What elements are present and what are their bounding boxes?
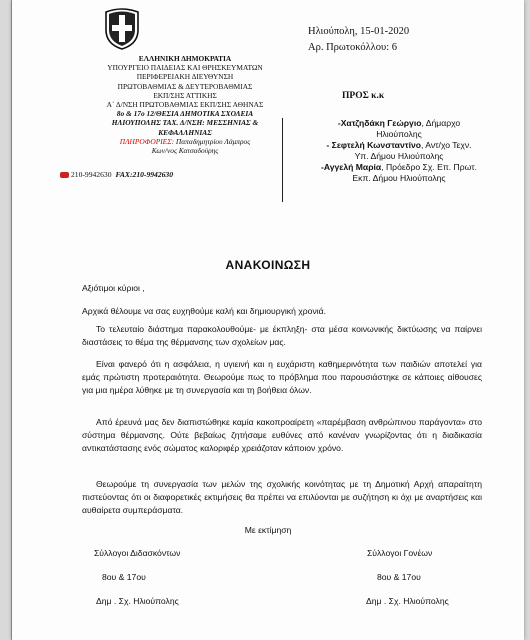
wish-paragraph: Αρχικά θέλουμε να σας ευχηθούμε καλή και δημιουργική χρονιά. [82, 306, 327, 316]
paragraph-4: Θεωρούμε τη συνεργασία των μελών της σχολικής κοινότητας με τη Δημοτική Αρχή απαραίτητη πιστεύοντας ότι οι διαφορετικές εκτιμήσεις θα πρέπει να επιλύονται με συζήτηση κι όχι με αναρτήσεις και αυθαίρετα συμπεράσματα. [82, 479, 482, 515]
signature-left-place: Δημ . Σχ. Ηλιούπολης [96, 596, 179, 606]
recipient-line [283, 162, 515, 173]
recipient-role: , Δήμαρχο [421, 118, 461, 128]
header-line-7: 8ο & 17ο 12/ΘΕΣΙΑ ΔΗΜΟΤΙΚΑ ΣΧΟΛΕΙΑ [116, 109, 254, 119]
phone-line [60, 170, 173, 179]
info-value: Παπαδημητρίου Λάμπρος [175, 136, 251, 146]
paragraph-2: Είναι φανερό ότι η ασφάλεια, η υγιεινή και η ευχάριστη καθημερινότητα των παιδιών αποτελεί για εμάς πρώτιστη προτεραιότητα. Θεωρούμε πως το πρόβλημα που παρουσιάστηκε σε κάποιες αίθουσες για μια ημέρα λύθηκε με τη συνεργασία και τη βοήθεια όλων. [82, 359, 482, 395]
recipient-line [283, 118, 515, 129]
recipient-name: -Αγγελή Μαρία [320, 162, 382, 172]
greeting: Αξιότιμοι κύριοι , [82, 283, 145, 293]
fax-number: FAX:210-9942630 [115, 170, 174, 179]
recipient-line [283, 129, 515, 140]
recipient-name: -Χατζηδάκη Γεώργιο [337, 118, 422, 128]
recipient-line [283, 151, 515, 162]
recipient-role: , Αντ/χο Τεχν. [420, 140, 472, 150]
contact-person: Κων/νος Κατσαδούρης [151, 146, 219, 156]
recipient-role: , Πρόεδρο Σχ. Επ. Πρωτ. [381, 162, 478, 172]
paragraph-1: Το τελευταίο διάστημα παρακολουθούμε- με έκπληξη- στα μέσα κοινωνικής δικτύωσης να παίρνει διαστάσεις το θέμα της θέρμανσης των σχολείων μας. [82, 324, 482, 347]
greek-emblem-icon [102, 6, 142, 50]
info-label: ΠΛΗΡΟΦΟΡΙΕΣ: [119, 136, 175, 146]
header-line-3: ΠΕΡΙΦΕΡΕΙΑΚΗ ΔΙΕΥΘΥΝΣΗ [136, 72, 234, 82]
header-line-1: ΕΛΛΗΝΙΚΗ ΔΗΜΟΚΡΑΤΙΑ [138, 54, 232, 63]
ministry-header [60, 54, 310, 155]
to-label: ΠΡΟΣ κ.κ [342, 91, 385, 101]
paragraph-3: Από έρευνά μας δεν διαπιστώθηκε καμία κακοπροαίρετη «παρέμβαση ανθρώπινου παράγοντα» στο σύστημα θέρμανσης. Ούτε βεβαίως ζητήσαμε ευθύνες από κανέναν γνωρίζοντας ότι η διαδικασία αντικατάστασης ενός σώματος καλοριφέρ χρειάζοταν κάποιον χρόνο. [82, 417, 482, 453]
header-line-8: ΗΛΙΟΥΠΟΛΗΣ ΤΑΧ. Δ/ΝΣΗ: ΜΕΣΣΗΝΙΑΣ & [111, 118, 259, 128]
recipient-role: Ηλιούπολης [376, 129, 422, 139]
recipient-role: Υπ. Δήμου Ηλιούπολης [354, 151, 444, 161]
signature-right-group: Σύλλογοι Γονέων [367, 548, 433, 558]
recipient-name: - Σεφτελή Κωνσταντίνο [326, 140, 421, 150]
signature-left-group: Σύλλογοι Διδασκόντων [94, 548, 181, 558]
announcement-title: ΑΝΑΚΟΙΝΩΣΗ [225, 258, 311, 272]
header-line-4: ΠΡΩΤΟΒΑΘΜΙΑΣ & ΔΕΥΤΕΡΟΒΑΘΜΙΑΣ [117, 81, 253, 91]
header-line-9: ΚΕΦΑΛΛΗΝΙΑΣ [158, 127, 212, 137]
protocol-number: Αρ. Πρωτοκόλλου: 6 [308, 42, 398, 53]
header-line-2: ΥΠΟΥΡΓΕΙΟ ΠΑΙΔΕΙΑΣ ΚΑΙ ΘΡΗΣΚΕΥΜΑΤΩΝ [107, 63, 263, 73]
signature-right-schools: 8ου & 17ου [377, 572, 421, 582]
signature-right-place: Δημ . Σχ. Ηλιούπολης [366, 596, 449, 606]
header-line-5: ΕΚΠ/ΣΗΣ ΑΤΤΙΚΗΣ [153, 90, 217, 100]
signature-left-schools: 8ου & 17ου [102, 572, 146, 582]
recipients-box [282, 118, 515, 202]
document-page [12, 0, 524, 640]
phone-icon [60, 172, 69, 178]
recipient-role: Εκπ. Δήμου Ηλιούπολης [352, 173, 446, 183]
header-line-6: Α΄ Δ/ΝΣΗ ΠΡΩΤΟΒΑΘΜΙΑΣ ΕΚΠ/ΣΗΣ ΑΘΗΝΑΣ [106, 100, 264, 110]
recipient-line [283, 140, 515, 151]
regards: Με εκτίμηση [244, 525, 292, 535]
document-date: Ηλιούπολη, 15-01-2020 [308, 26, 410, 37]
recipient-line [283, 173, 515, 184]
phone-number: 210-9942630 [71, 170, 112, 179]
